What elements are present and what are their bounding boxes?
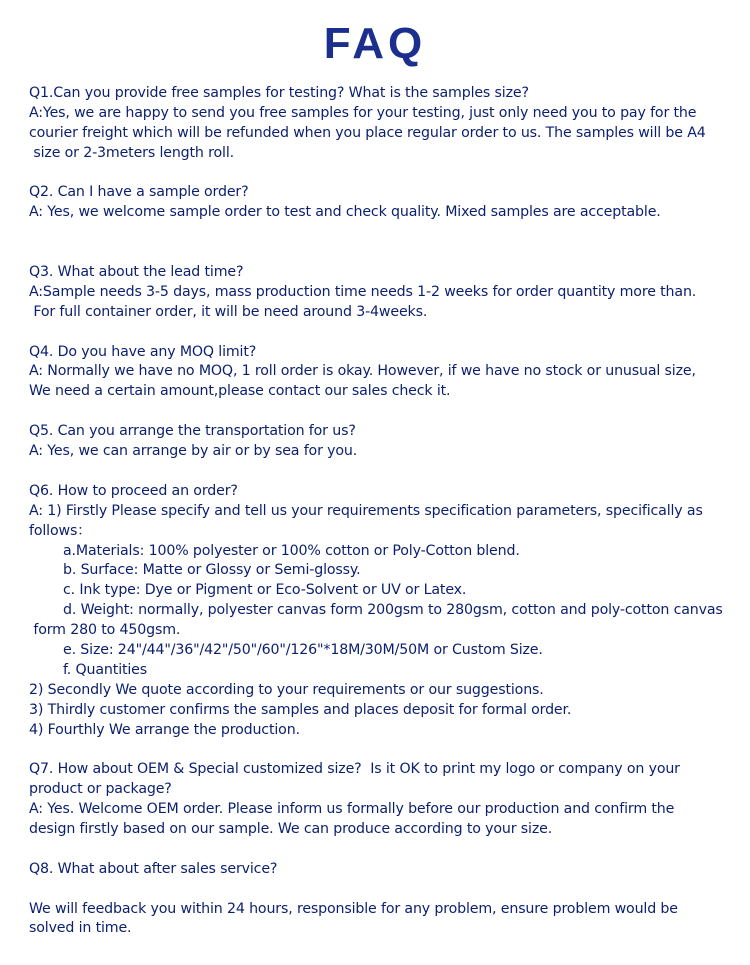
q7-question-line-2: product or package? [29, 781, 172, 798]
q1-answer-line-2: courier freight which will be refunded when you place regular order to us. The samples will be A4 [29, 124, 706, 141]
q6-spec-size: e. Size: 24"/44"/36"/42"/50"/60"/126"*18M/30M/50M or Custom Size. [63, 641, 543, 658]
q6-intro-line-1: A: 1) Firstly Please specify and tell us your requirements specification parameters, specifically as [29, 502, 703, 519]
q6-spec-ink-type: c. Ink type: Dye or Pigment or Eco-Solvent or UV or Latex. [63, 582, 467, 599]
faq-item-q8 [29, 860, 745, 940]
faq-item-q7 [29, 760, 745, 840]
q6-intro-line-2: follows： [29, 522, 92, 539]
faq-item-q6 [29, 482, 745, 741]
q6-spec-weight: d. Weight: normally, polyester canvas form 200gsm to 280gsm, cotton and poly-cotton canvas [63, 602, 723, 619]
q6-step-2: 2) Secondly We quote according to your requirements or our suggestions. [29, 681, 544, 698]
q1-answer-line-3: size or 2-3meters length roll. [29, 144, 234, 161]
q8-question: Q8. What about after sales service? [29, 860, 278, 877]
q4-answer-line-2: We need a certain amount,please contact our sales check it. [29, 383, 451, 400]
q1-answer-line-1: A:Yes, we are happy to send you free samples for your testing, just only need you to pay for the [29, 104, 697, 121]
q6-spec-materials: a.Materials: 100% polyester or 100% cotton or Poly-Cotton blend. [63, 542, 520, 559]
q1-question: Q1.Can you provide free samples for testing? What is the samples size? [29, 85, 529, 101]
faq-item-q2 [29, 183, 745, 223]
faq-item-q1 [29, 84, 745, 164]
faq-item-q3 [29, 263, 745, 323]
q6-question: Q6. How to proceed an order? [29, 482, 238, 499]
q4-answer-line-1: A: Normally we have no MOQ, 1 roll order is okay. However, if we have no stock or unusual size, [29, 363, 696, 380]
q8-answer-line-1: We will feedback you within 24 hours, responsible for any problem, ensure problem would be [29, 900, 678, 917]
q6-spec-weight-cont: form 280 to 450gsm. [29, 622, 181, 639]
faq-item-q4 [29, 343, 745, 403]
q6-step-4: 4) Fourthly We arrange the production. [29, 721, 300, 738]
q6-spec-quantities: f. Quantities [63, 661, 148, 678]
q3-question: Q3. What about the lead time? [29, 264, 244, 281]
q5-question: Q5. Can you arrange the transportation for us? [29, 423, 356, 440]
q4-question: Q4. Do you have any MOQ limit? [29, 343, 257, 360]
q2-answer-line-1: A: Yes, we welcome sample order to test and check quality. Mixed samples are acceptable. [29, 204, 661, 221]
q3-answer-line-1: A:Sample needs 3-5 days, mass production time needs 1-2 weeks for order quantity more than. [29, 283, 697, 300]
q6-spec-surface: b. Surface: Matte or Glossy or Semi-glossy. [63, 562, 361, 579]
q7-answer-line-1: A: Yes. Welcome OEM order. Please inform us formally before our production and confirm the [29, 801, 675, 818]
q2-question: Q2. Can I have a sample order? [29, 184, 249, 201]
q7-answer-line-2: design firstly based on our sample. We can produce according to your size. [29, 820, 553, 837]
q3-answer-line-2: For full container order, it will be need around 3-4weeks. [29, 303, 428, 320]
page-title: FAQ [323, 19, 427, 68]
faq-item-q5 [29, 422, 745, 462]
q6-step-3: 3) Thirdly customer confirms the samples and places deposit for formal order. [29, 701, 572, 718]
q8-answer-line-2: solved in time. [29, 920, 132, 937]
faq-content [29, 84, 745, 939]
q7-question-line-1: Q7. How about OEM & Special customized size? Is it OK to print my logo or company on your [29, 761, 680, 778]
q5-answer-line-1: A: Yes, we can arrange by air or by sea for you. [29, 443, 358, 460]
